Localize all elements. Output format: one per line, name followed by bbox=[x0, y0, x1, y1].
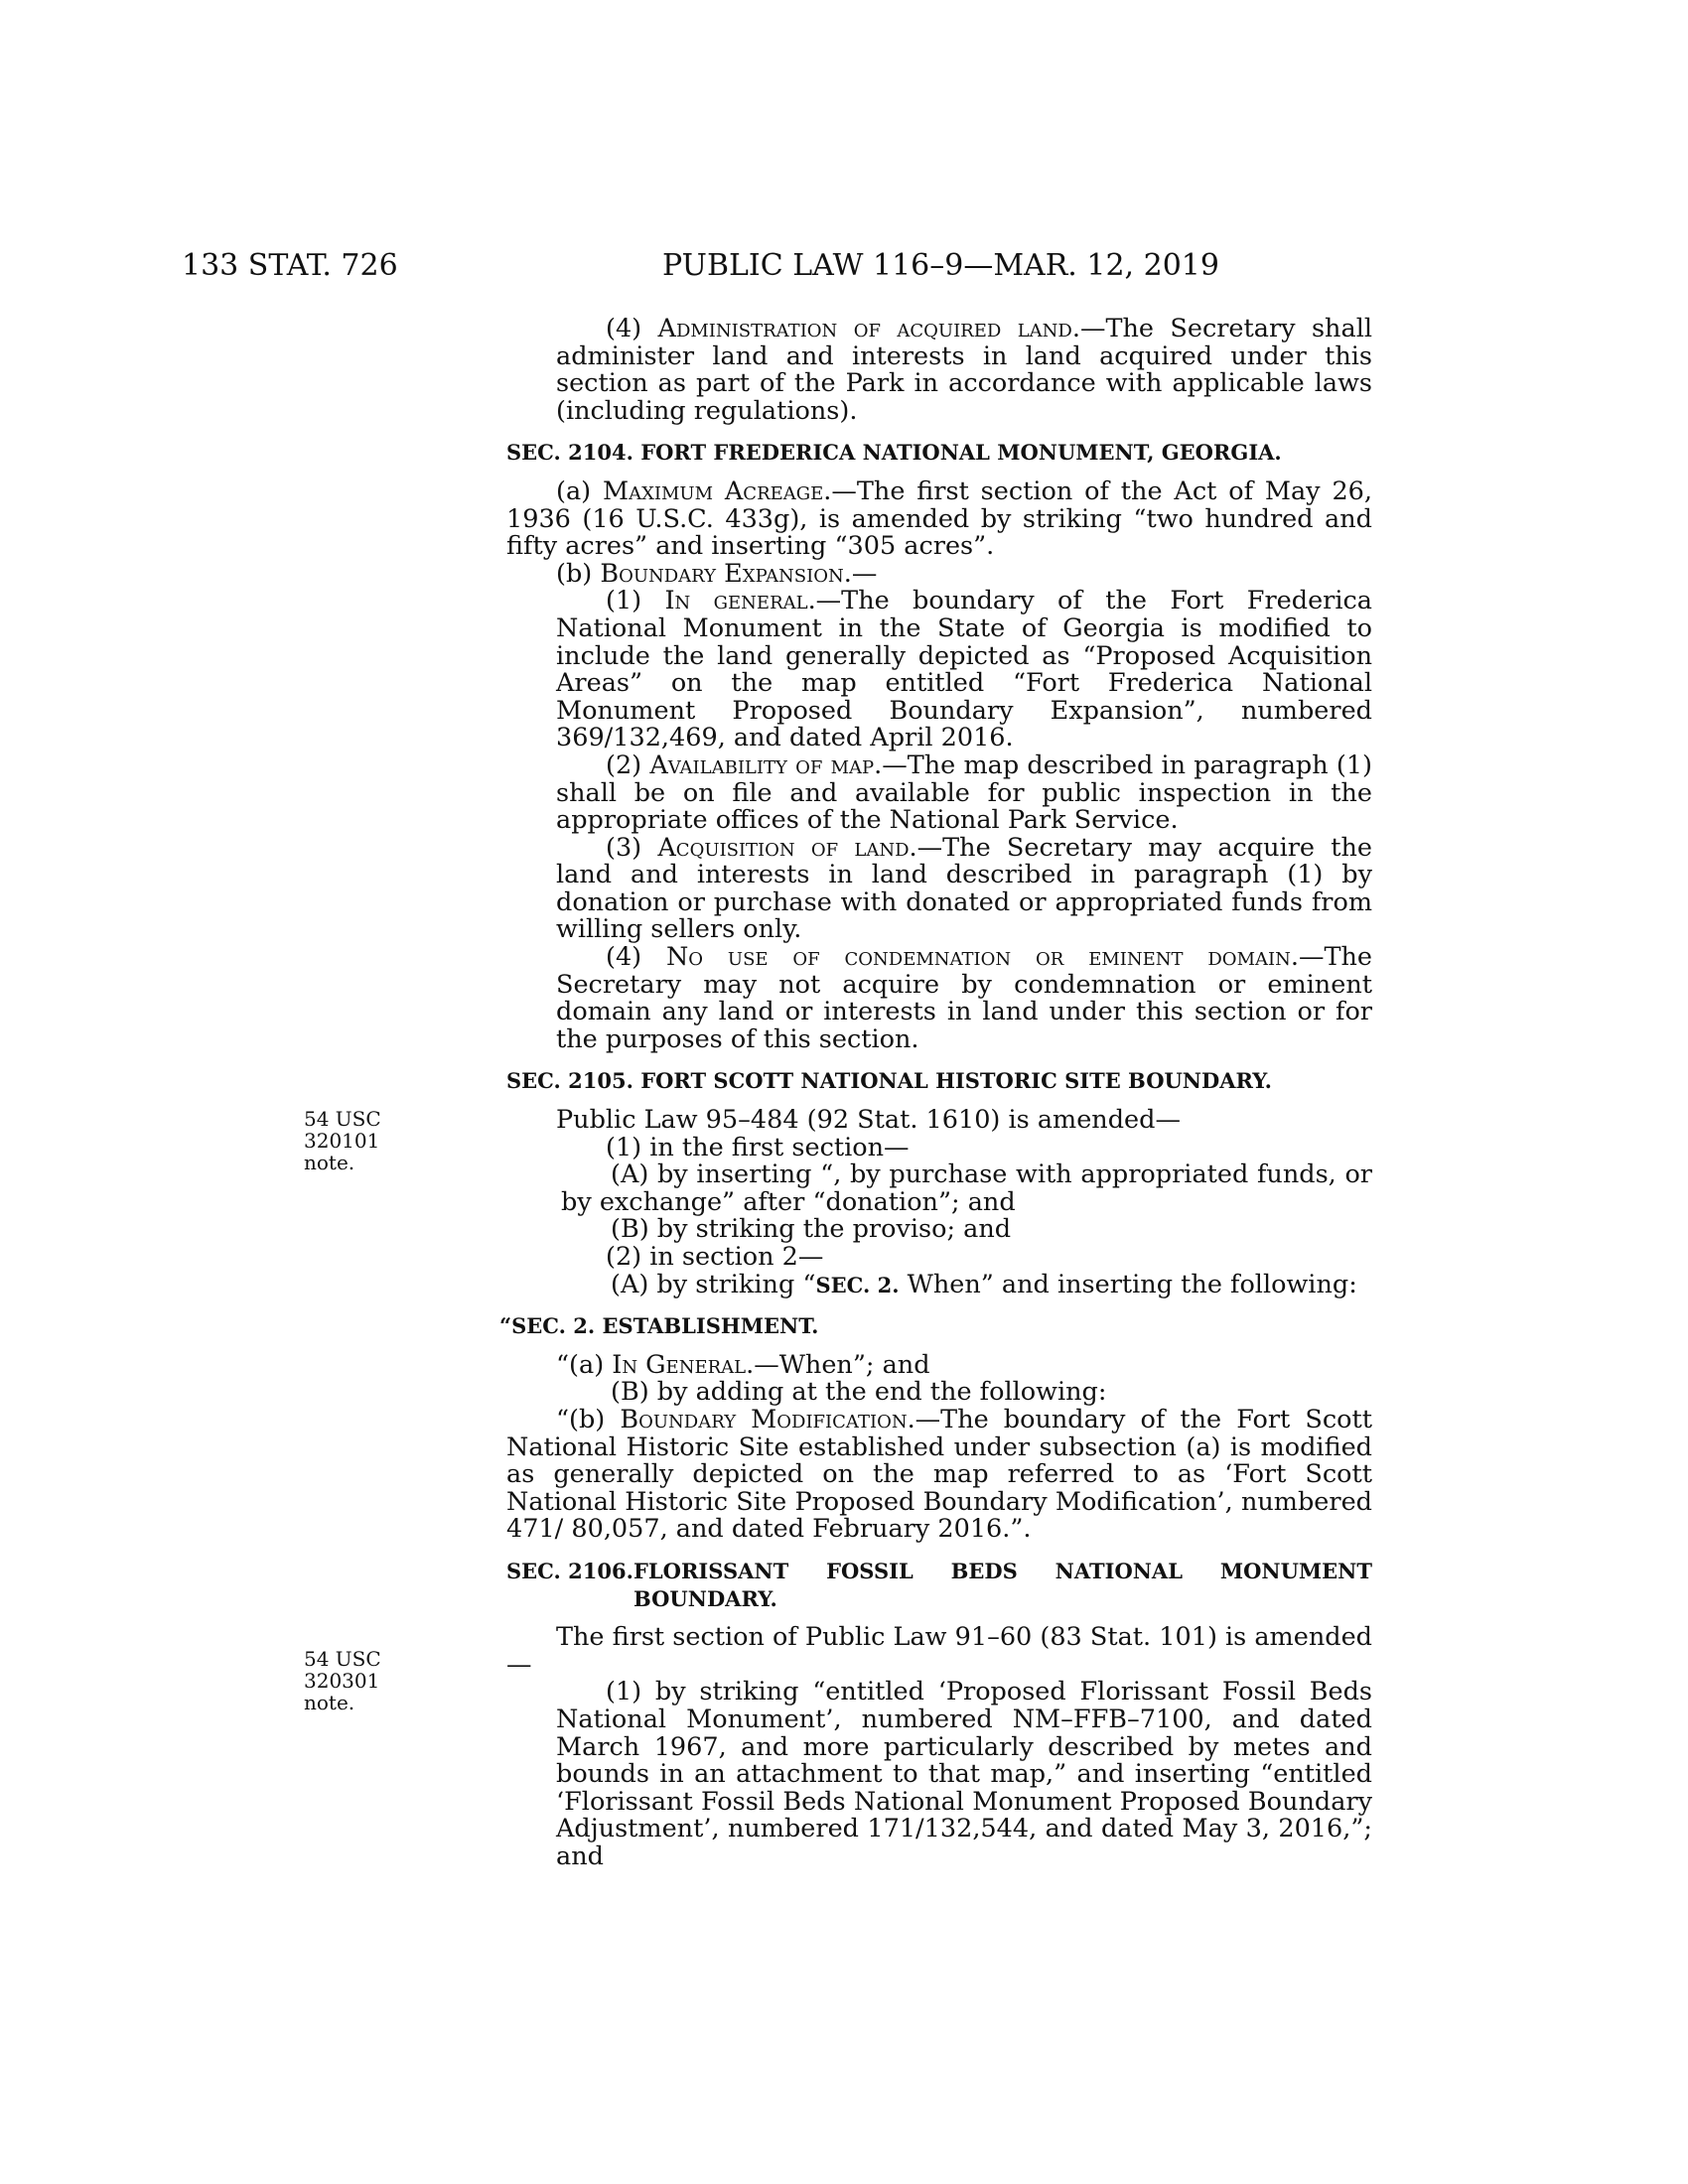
para-number: (a) bbox=[556, 476, 603, 506]
para-text: When” and inserting the following: bbox=[899, 1269, 1357, 1299]
paragraph-availability-of-map bbox=[506, 752, 1372, 835]
section-title: FLORISSANT FOSSIL BEDS NATIONAL MONUMENT BOUNDARY. bbox=[633, 1558, 1372, 1611]
section-2105-item-2A bbox=[506, 1269, 1372, 1299]
section-2106-intro: The first section of Public Law 91–60 (83 Stat. 101) is amended— bbox=[506, 1622, 1372, 1680]
para-number: (1) bbox=[606, 586, 665, 616]
margin-note-line: 54 USC 320301 bbox=[304, 1647, 381, 1693]
section-2106-item-1: (1) by striking “entitled ‘Proposed Florissant Fossil Beds National Monument’, numbered NM–FFB–7100, and dated March 1967, and more particularly described by metes and bounds in an attachment to that map,” and inserting “entitled ‘Florissant Fossil Beds National Monument Proposed Boundary Adjustment’, numbered 171/132,544, and dated May 3, 2016,”; and bbox=[556, 1677, 1372, 1871]
margin-note-2106 bbox=[304, 1648, 453, 1713]
para-number: “(b) bbox=[556, 1404, 621, 1434]
para-text: .—The map described in paragraph (1) shall be on file and available for public inspection in the appropriate offices of the National Park Service. bbox=[556, 750, 1373, 836]
para-text: .—The Secretary shall administer land and interests in land acquired under this section as part of the Park in accordance with applicable laws (including regulations). bbox=[556, 314, 1372, 426]
public-law-header: PUBLIC LAW 116–9—MAR. 12, 2019 bbox=[662, 248, 1219, 283]
statute-page-number: 133 STAT. 726 bbox=[182, 248, 398, 283]
section-2105-item-1: (1) in the first section— bbox=[606, 1132, 910, 1162]
main-text-column bbox=[499, 314, 1373, 1871]
paragraph-in-general bbox=[506, 588, 1372, 752]
para-heading: In General bbox=[612, 1349, 747, 1380]
section-number: SEC. 2106. bbox=[506, 1558, 633, 1583]
para-text: .—The boundary of the Fort Scott National Historic Site established under subsection (a) is modified as generally depicted on the map referred to as ‘Fort Scott National Historic Site Proposed Boundary Modification’, numbered 471/ 80,057, and dated February 2016.”. bbox=[506, 1404, 1372, 1545]
para-text: (A) by striking “ bbox=[611, 1269, 816, 1299]
section-2105-item-2: (2) in section 2— bbox=[606, 1242, 824, 1272]
para-text: .—The first section of the Act of May 26, 1936 (16 U.S.C. 433g), is amended by striking “two hundred and fifty acres” and inserting “305 acres”. bbox=[506, 476, 1372, 562]
margin-note-2105 bbox=[304, 1108, 453, 1173]
para-number: (4) bbox=[606, 314, 658, 343]
margin-note-line: 54 USC 320101 bbox=[304, 1107, 381, 1153]
para-number: “(a) bbox=[556, 1349, 613, 1380]
section-heading-2104: SEC. 2104. FORT FREDERICA NATIONAL MONUMENT, GEORGIA. bbox=[506, 440, 1282, 466]
section-2105-item-1A: (A) by inserting “, by purchase with appropriated funds, or by exchange” after “donation”; and bbox=[561, 1160, 1372, 1217]
margin-note-line: note. bbox=[304, 1691, 355, 1714]
para-text: .—The boundary of the Fort Frederica National Monument in the State of Georgia is modified to include the land generally depicted as “Proposed Acquisition Areas” on the map entitled “Fort Frederica National Monument Proposed Boundary Expansion”, numbered 369/132,469, and dated April 2016. bbox=[556, 586, 1372, 753]
para-heading: Acquisition of land bbox=[657, 832, 910, 863]
para-text: .—When”; and bbox=[746, 1349, 930, 1380]
quoted-subsection-a bbox=[506, 1349, 1372, 1380]
para-text: .—The Secretary may acquire the land and interests in land described in paragraph (1) by donation or purchase with donated or appropriated funds from willing sellers only. bbox=[556, 832, 1373, 945]
section-2105-item-1B: (B) by striking the proviso; and bbox=[611, 1214, 1012, 1245]
para-text: .— bbox=[843, 558, 878, 589]
subsection-maximum-acreage bbox=[506, 478, 1372, 561]
para-heading: Administration of acquired land bbox=[657, 314, 1072, 343]
para-text: .—The Secretary may not acquire by condemnation or eminent domain any land or interests in land under this section or for the purposes of this section. bbox=[556, 942, 1372, 1054]
para-heading: Maximum Acreage bbox=[602, 476, 824, 506]
para-heading: Boundary Expansion bbox=[600, 558, 844, 589]
para-number: (2) bbox=[606, 750, 650, 780]
paragraph-acquisition-of-land bbox=[506, 832, 1373, 945]
section-heading-2106 bbox=[506, 1558, 1372, 1612]
para-number: (b) bbox=[556, 558, 601, 589]
para-heading: No use of condemnation or eminent domain bbox=[665, 942, 1291, 973]
para-number: (4) bbox=[606, 942, 666, 973]
para-heading: Availability of map bbox=[649, 750, 875, 780]
subsection-boundary-expansion bbox=[506, 558, 1372, 589]
quoted-subsection-b bbox=[506, 1404, 1372, 1545]
margin-note-line: note. bbox=[304, 1151, 355, 1174]
para-number: (3) bbox=[606, 832, 658, 863]
quoted-section-heading: “SEC. 2. ESTABLISHMENT. bbox=[499, 1313, 819, 1339]
para-heading: In general bbox=[664, 586, 808, 616]
section-heading-2105: SEC. 2105. FORT SCOTT NATIONAL HISTORIC SITE BOUNDARY. bbox=[506, 1068, 1272, 1094]
para-heading: SEC. 2. bbox=[815, 1272, 900, 1297]
para-heading: Boundary Modification bbox=[620, 1404, 908, 1434]
paragraph-administration bbox=[506, 316, 1372, 425]
section-2105-item-2B: (B) by adding at the end the following: bbox=[611, 1377, 1107, 1408]
paragraph-no-condemnation bbox=[506, 944, 1372, 1053]
section-2105-intro: Public Law 95–484 (92 Stat. 1610) is amended— bbox=[556, 1105, 1181, 1136]
